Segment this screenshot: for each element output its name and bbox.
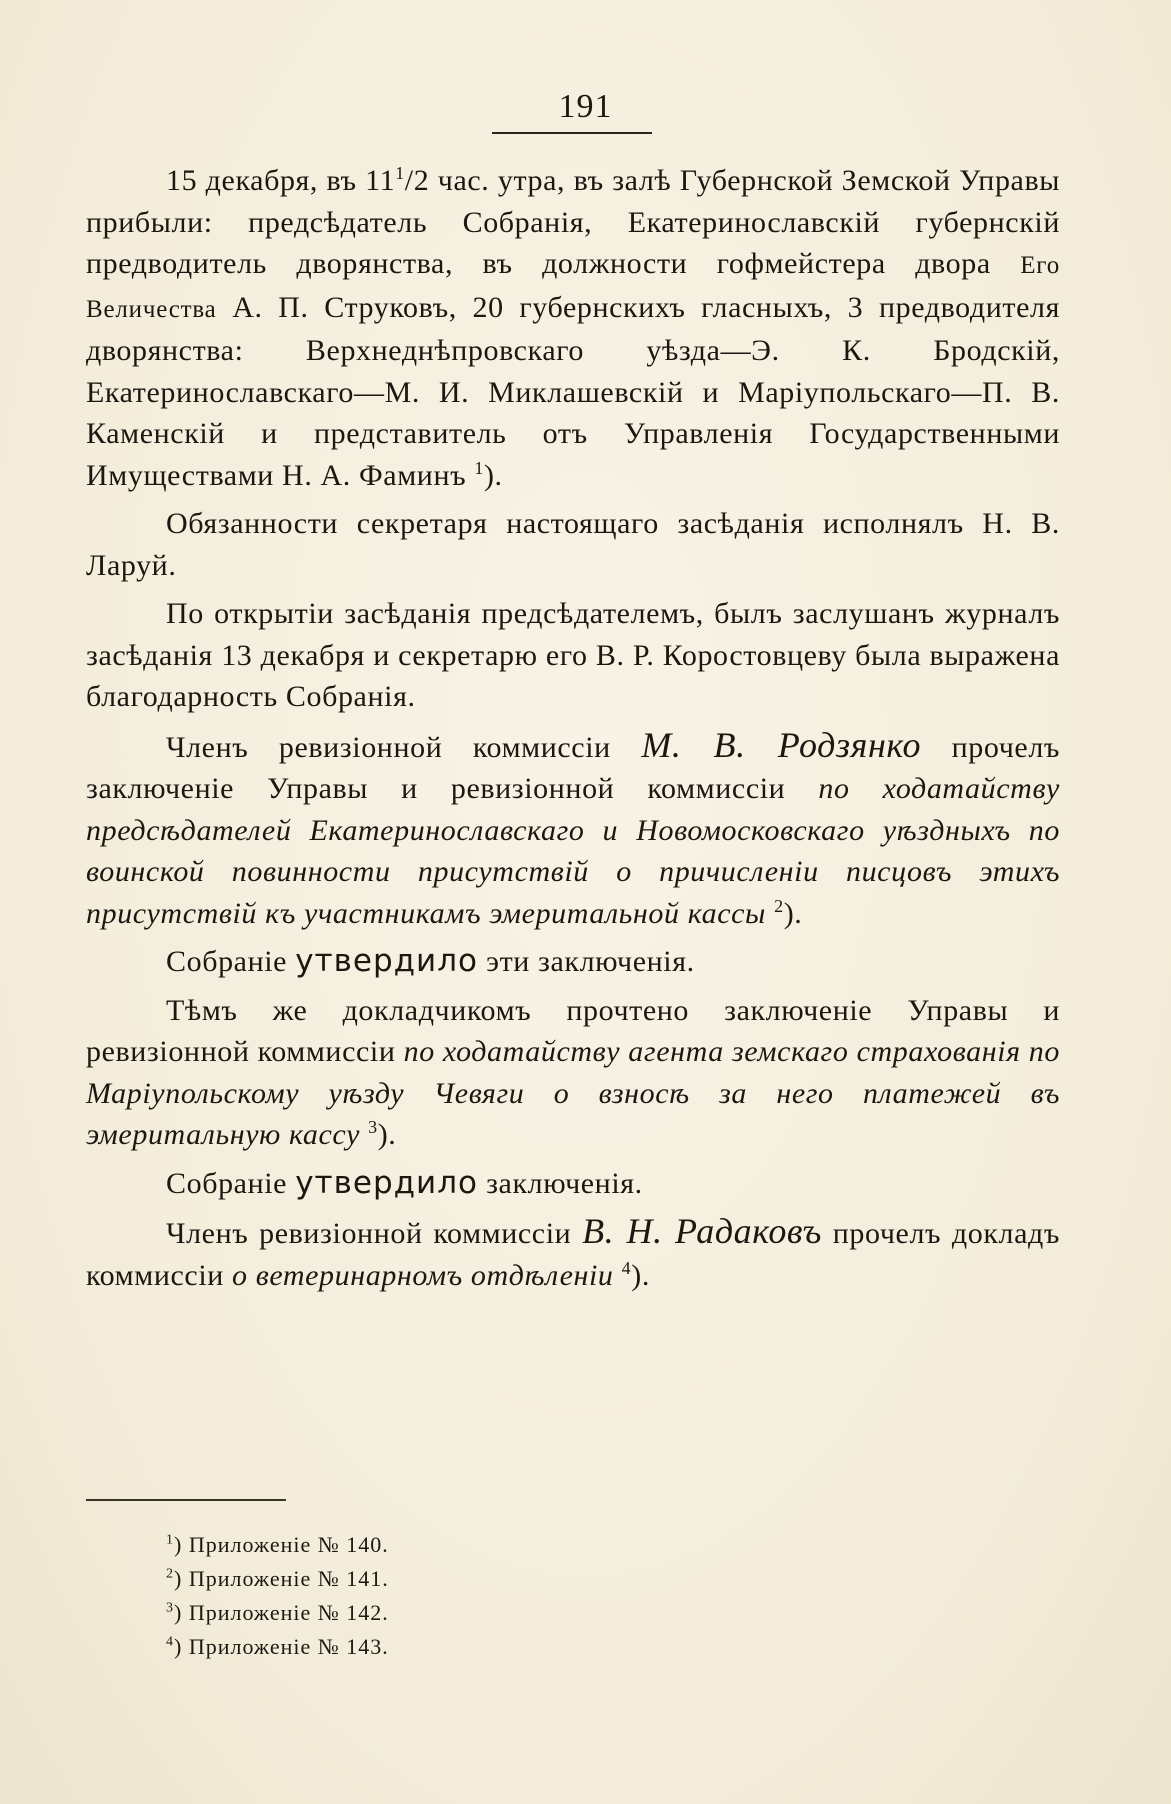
small-caps-title: Его Величества <box>86 252 1060 323</box>
emphasis-word: утвердило <box>295 1164 478 1201</box>
paragraph-radakov <box>86 1211 1060 1296</box>
footnote-mark: 3 <box>166 1600 174 1616</box>
footnote-item <box>166 1596 766 1630</box>
paragraph-approved-1 <box>86 941 1060 983</box>
person-name: М. В. Родзянко <box>641 724 922 765</box>
footnote-mark: 2 <box>166 1566 174 1582</box>
text-run: /2 час. утра, въ залѣ Губернской Земской Управы прибыли: предсѣдатель Собранія, Екатеринославскій губернскій предводитель дворянства, въ должности гофмейстера двора <box>86 164 1060 280</box>
text-run: А. П. Струковъ, 20 губернскихъ гласныхъ, 3 предводителя дворянства: Верхнеднѣпровскаго уѣзда—Э. К. Бродскій, Екатеринославскаго—М. И. Миклашевскій и Маріупольскаго—П. В. Каменскій и представитель отъ Управленія Государственными Имуществами Н. А. Фаминъ <box>86 290 1060 492</box>
footnote-item <box>166 1562 766 1596</box>
text-run: ). <box>377 1118 397 1151</box>
text-run: Собраніе <box>166 945 296 978</box>
person-name: В. Н. Радаковъ <box>582 1211 822 1251</box>
italic-subject: о ветеринарномъ отдѣленіи <box>232 1258 614 1292</box>
footnote-ref: 3 <box>368 1117 378 1137</box>
footnote-ref: 2 <box>774 895 784 916</box>
text-run: ). <box>783 896 803 930</box>
italic-subject: по ходатайству агента земскаго страхованія по Маріупольскому уѣзду Чевяги о взносѣ за него платежей въ эмеритальную кассу <box>86 1035 1060 1151</box>
footnote-item <box>166 1630 766 1664</box>
paragraph-attendance <box>86 160 1060 496</box>
paragraph-secretary: Обязанности секретаря настоящаго засѣданія исполнялъ Н. В. Ларуй. <box>86 507 1060 582</box>
page-number: 191 <box>558 88 613 125</box>
text-run: заключенія. <box>478 1166 643 1200</box>
paragraph-rodzianko <box>86 725 1060 935</box>
footnote-text: ) Приложеніе № 143. <box>174 1634 389 1659</box>
text-run: Членъ ревизіонной коммиссіи <box>166 730 642 764</box>
footnote-text: ) Приложеніе № 141. <box>174 1566 389 1591</box>
footnotes <box>166 1528 766 1664</box>
text-run: Тѣмъ же докладчикомъ прочтено заключеніе Управы и ревизіонной коммиссіи <box>86 993 1060 1068</box>
text-run: прочелъ заключеніе Управы и ревизіонной коммиссіи <box>86 730 1060 805</box>
paragraph-journal: По открытіи засѣданія предсѣдателемъ, былъ заслушанъ журналъ засѣданія 13 декабря и секретарю его В. Р. Коростовцеву была выражена благодарность Собранія. <box>86 597 1060 713</box>
footnote-mark: 1 <box>166 1532 174 1548</box>
text-run: ). <box>483 458 503 492</box>
text-run: эти заключенія. <box>478 945 695 978</box>
italic-subject: по ходатайству предсѣдателей Екатеринославскаго и Новомосковскаго уѣздныхъ по воинской повинности присутствій о причисленіи писцовъ этихъ присутствій къ участникамъ эмеритальной кассы <box>86 772 1060 930</box>
footnote-ref: 1 <box>474 457 484 478</box>
text-run: Собраніе <box>166 1166 296 1200</box>
text-run: Членъ ревизіонной коммиссіи <box>166 1217 583 1250</box>
page-number-rule <box>492 132 652 134</box>
footnote-rule <box>86 1499 286 1501</box>
text-run: 15 декабря, въ 11 <box>166 164 396 197</box>
paragraph-approved-2 <box>86 1163 1060 1205</box>
text-run: прочелъ докладъ коммиссіи <box>86 1217 1061 1292</box>
paragraph-chevyaga <box>86 990 1060 1156</box>
superscript: 1 <box>395 163 405 183</box>
emphasis-word: утвердило <box>295 943 478 979</box>
footnote-text: ) Приложеніе № 140. <box>174 1532 389 1557</box>
footnote-ref: 4 <box>621 1257 632 1278</box>
text-run: ). <box>631 1258 650 1292</box>
footnote-text: ) Приложеніе № 142. <box>174 1600 389 1625</box>
main-text <box>86 160 1060 1296</box>
footnote-mark: 4 <box>166 1634 174 1650</box>
footnote-item <box>166 1528 766 1562</box>
